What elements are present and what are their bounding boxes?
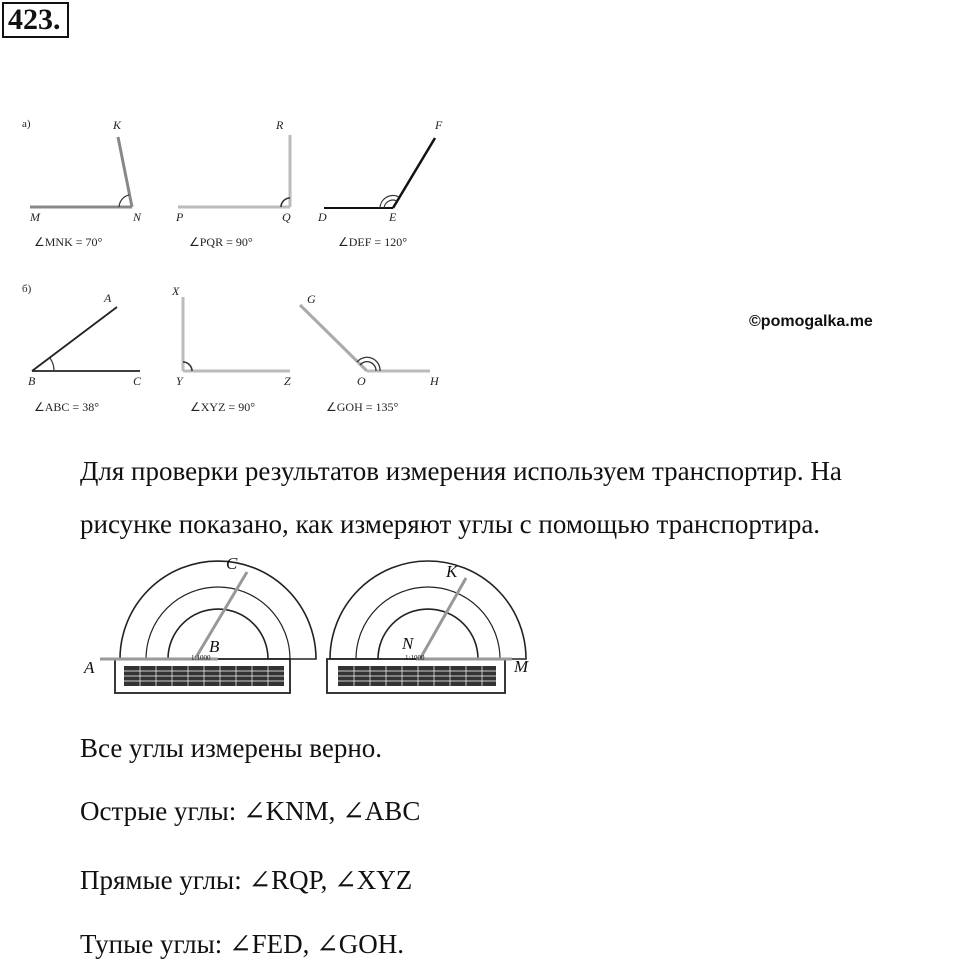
watermark: ©pomogalka.me bbox=[749, 313, 873, 330]
text-line-5: Прямые углы: ∠RQP, ∠XYZ bbox=[80, 865, 413, 895]
figure-b-label: б) bbox=[22, 283, 32, 295]
point-q: Q bbox=[282, 210, 291, 224]
point-f: F bbox=[435, 118, 443, 132]
point-x: X bbox=[172, 284, 180, 298]
figure-a-label: а) bbox=[22, 118, 31, 130]
point-a: A bbox=[104, 291, 112, 305]
text-line-2: рисунке показано, как измеряют углы с помощью транспортира. bbox=[80, 509, 821, 539]
point-k: K bbox=[113, 118, 122, 132]
text-line-3: Все углы измерены верно. bbox=[80, 733, 383, 763]
point-g: G bbox=[307, 292, 316, 306]
point-h: H bbox=[430, 374, 439, 388]
caption-goh: ∠GOH = 135° bbox=[326, 400, 399, 414]
point-n: N bbox=[133, 210, 142, 224]
protractor-label-c: C bbox=[226, 554, 238, 573]
point-r: R bbox=[276, 118, 284, 132]
point-m: M bbox=[30, 210, 40, 224]
protractor-scale-1: 1:1000 bbox=[191, 654, 211, 662]
point-p: P bbox=[176, 210, 184, 224]
point-y: Y bbox=[176, 374, 183, 388]
protractor-label-a: A bbox=[84, 658, 95, 677]
point-o: O bbox=[357, 374, 366, 388]
protractor-scale-2: 1:1000 bbox=[405, 654, 425, 662]
caption-def: ∠DEF = 120° bbox=[338, 235, 407, 249]
point-b: B bbox=[28, 374, 36, 388]
protractor-right bbox=[327, 561, 529, 693]
point-e: E bbox=[389, 210, 397, 224]
protractor-label-m: M bbox=[514, 657, 529, 676]
text-line-4: Острые углы: ∠KNM, ∠ABC bbox=[80, 796, 421, 826]
caption-pqr: ∠PQR = 90° bbox=[189, 235, 253, 249]
problem-number: 423. bbox=[2, 2, 69, 38]
point-c: C bbox=[133, 374, 142, 388]
caption-abc: ∠ABC = 38° bbox=[34, 400, 99, 414]
protractor-label-b: B bbox=[209, 637, 220, 656]
protractor-label-k: K bbox=[446, 562, 458, 581]
text-line-1: Для проверки результатов измерения используем транспортир. На bbox=[80, 456, 842, 486]
protractor-left bbox=[100, 561, 316, 693]
caption-xyz: ∠XYZ = 90° bbox=[190, 400, 255, 414]
point-z: Z bbox=[284, 374, 291, 388]
protractor-label-n: N bbox=[402, 634, 414, 653]
point-d: D bbox=[318, 210, 327, 224]
text-line-6: Тупые углы: ∠FED, ∠GOH. bbox=[80, 929, 405, 959]
caption-mnk: ∠MNK = 70° bbox=[34, 235, 103, 249]
